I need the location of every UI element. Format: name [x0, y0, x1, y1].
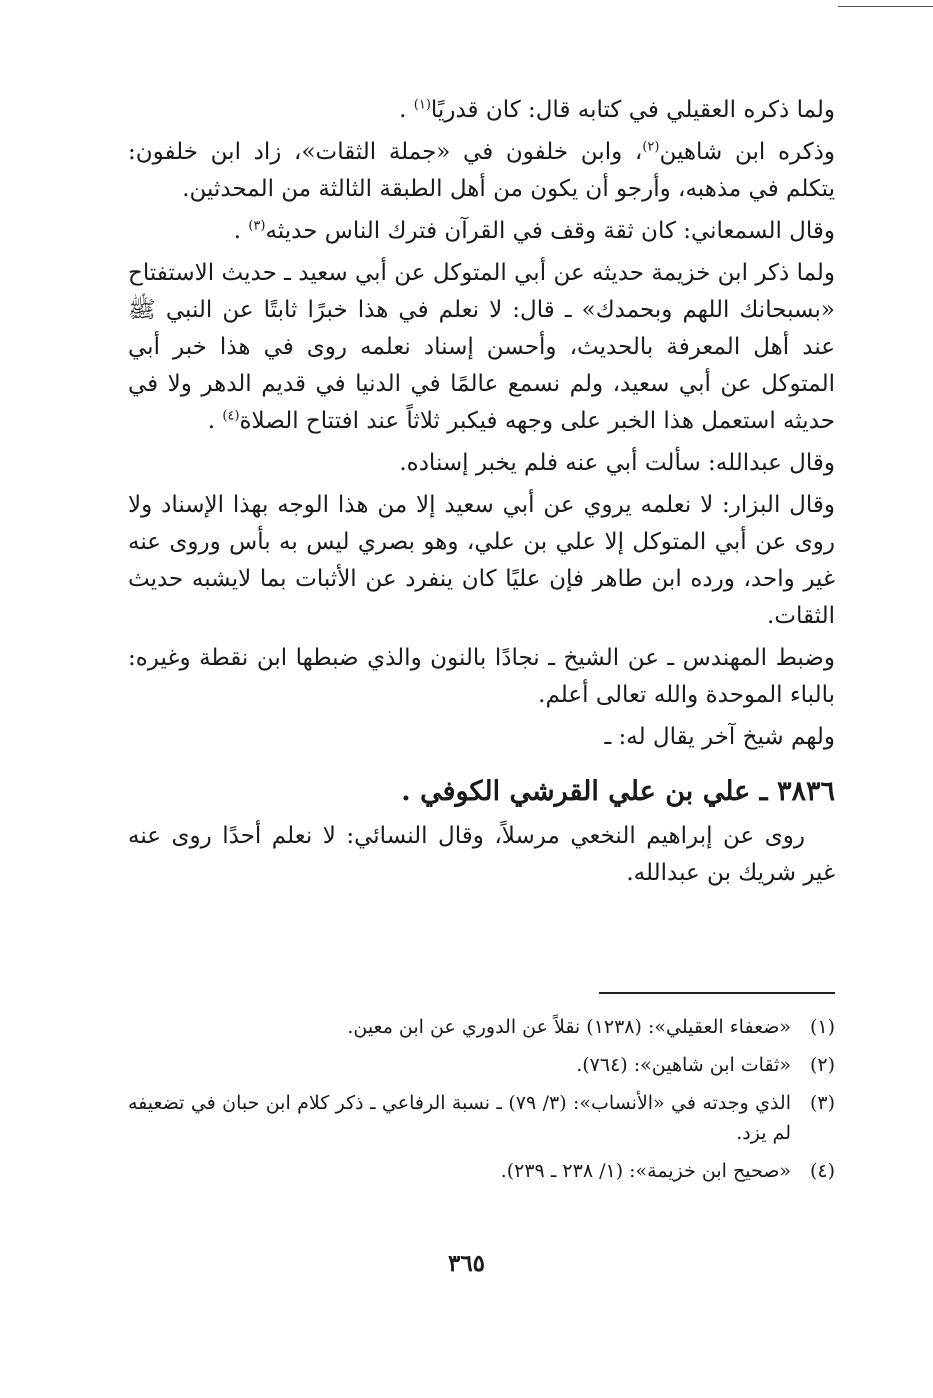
footnote-3	[128, 1088, 835, 1148]
footnote-ref: (٢)	[642, 139, 660, 155]
footnote-1	[128, 1012, 835, 1042]
page-number: ٣٦٥	[447, 1250, 486, 1277]
footnote-text: «صحيح ابن خزيمة»: (١/ ٢٣٨ ـ ٢٣٩).	[500, 1160, 791, 1182]
footnotes	[128, 1012, 835, 1194]
paragraph-3: وقال السمعاني: كان ثقة وقف في القرآن فترك الناس حديثه$^{(٣)}$ .	[233, 218, 835, 244]
footnote-ref: (١)	[413, 97, 431, 113]
paragraph-2: وذكره ابن شاهين$^{(٢)}$، وابن خلفون في «جملة الثقات»، زاد ابن خلفون: يتكلم في مذهبه، وأرجو أن يكون من أهل الطبقة الثالثة من المحدثين.	[128, 139, 835, 202]
header-rule	[838, 6, 933, 7]
paragraph-7: وضبط المهندس ـ عن الشيخ ـ نجادًا بالنون والذي ضبطها ابن نقطة وغيره: بالباء الموحدة والله تعالى أعلم.	[128, 645, 835, 708]
footnote-number: (٤)	[809, 1160, 835, 1182]
footnote-number: (٣)	[809, 1092, 835, 1114]
footnote-separator	[599, 992, 835, 994]
paragraph-9: روى عن إبراهيم النخعي مرسلاً، وقال النسائي: لا نعلم أحدًا روى عنه غير شريك بن عبدالله.	[128, 823, 835, 886]
footnote-ref: (٣)	[248, 218, 266, 234]
footnote-number: (١)	[809, 1016, 835, 1038]
entry-heading: ٣٨٣٦ ـ علي بن علي القرشي الكوفي .	[401, 776, 835, 807]
paragraph-6: وقال البزار: لا نعلمه يروي عن أبي سعيد إلا من هذا الوجه بهذا الإسناد ولا روى عن أبي المتوكل إلا علي بن علي، وهو بصري ليس به بأس وروى عنه غير واحد، ورده ابن طاهر فإن عليًا كان ينفرد عن الأثبات بما لايشبه حديث الثقات.	[128, 492, 835, 629]
main-text	[128, 92, 835, 897]
footnote-text: «ضعفاء العقيلي»: (١٢٣٨) نقلاً عن الدوري عن ابن معين.	[347, 1016, 791, 1038]
footnote-number: (٢)	[809, 1054, 835, 1076]
footnote-4	[128, 1156, 835, 1186]
footnote-2	[128, 1050, 835, 1080]
paragraph-4: ولما ذكر ابن خزيمة حديثه عن أبي المتوكل عن أبي سعيد ـ حديث الاستفتاح «بسبحانك اللهم وبحمدك» ـ قال: لا نعلم في هذا خبرًا ثابتًا عن النبي ﷺ عند أهل المعرفة بالحديث، وأحسن إسناد نعلمه روى في هذا خبر أبي المتوكل عن أبي سعيد، ولم نسمع عالمًا في الدنيا في قديم الدهر ولا في حديثه استعمل هذا الخبر على وجهه فيكبر ثلاثاً عند افتتاح الصلاة$^{(٤)}$ .	[128, 260, 835, 434]
footnote-text: «ثقات ابن شاهين»: (٧٦٤).	[576, 1054, 791, 1076]
paragraph-1: ولما ذكره العقيلي في كتابه قال: كان قدريًا$^{(١)}$ .	[399, 97, 835, 123]
paragraph-5: وقال عبدالله: سألت أبي عنه فلم يخبر إسناده.	[399, 450, 835, 476]
footnote-ref: (٤)	[222, 408, 240, 424]
paragraph-8: ولهم شيخ آخر يقال له: ـ	[604, 724, 835, 750]
footnote-text: الذي وجدته في «الأنساب»: (٣/ ٧٩) ـ نسبة الرفاعي ـ ذكر كلام ابن حبان في تضعيفه لم يزد.	[128, 1092, 791, 1144]
